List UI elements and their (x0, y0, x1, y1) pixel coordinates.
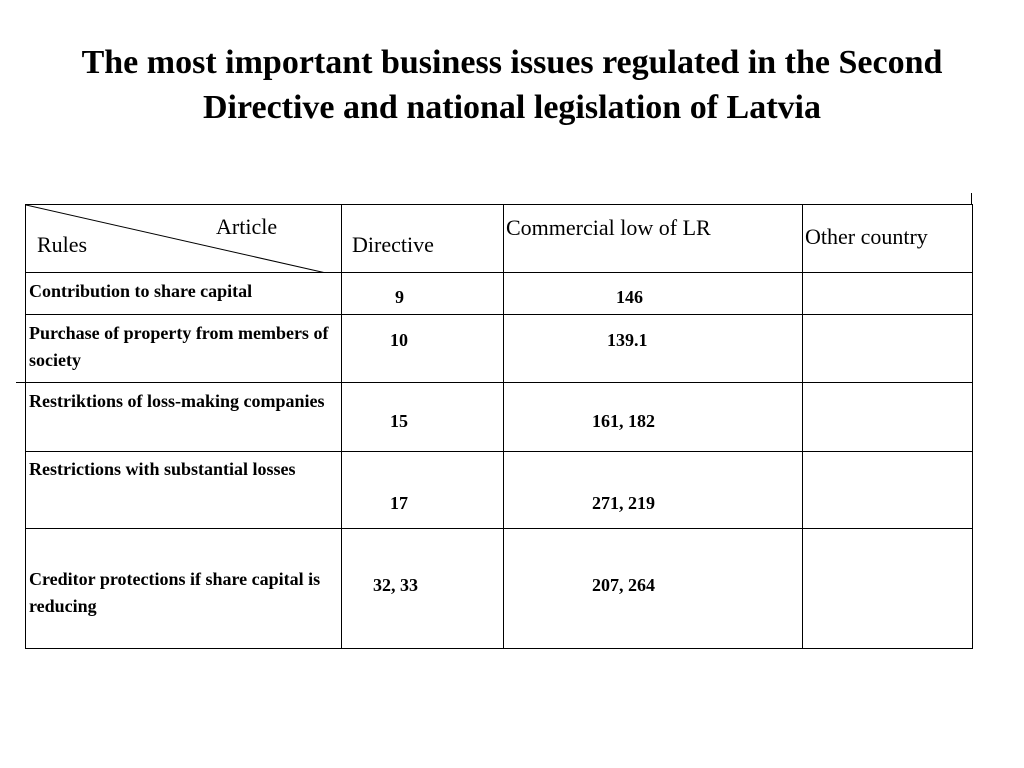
table-row (26, 315, 973, 383)
commercial-value: 271, 219 (592, 493, 655, 513)
directive-value: 32, 33 (373, 575, 418, 595)
directive-cell (342, 315, 504, 383)
slide-title: The most important business issues regulated in the Second Directive and national legislation of Latvia (81, 44, 943, 126)
other-cell (803, 383, 973, 452)
row-label: Creditor protections if share capital is reducing (29, 569, 321, 616)
row-label: Contribution to share capital (29, 281, 253, 301)
row-label: Restrictions with substantial losses (29, 459, 296, 479)
commercial-value: 139.1 (607, 330, 648, 350)
header-cell-commercial (504, 205, 803, 273)
header-rules: Rules (37, 232, 88, 257)
row-label-cell (26, 315, 342, 383)
table-header-row (26, 205, 973, 273)
rules-table (25, 204, 973, 649)
header-directive: Directive (352, 232, 434, 257)
header-commercial: Commercial low of LR (506, 215, 711, 240)
commercial-value: 161, 182 (592, 411, 655, 431)
other-cell (803, 273, 973, 315)
other-cell (803, 452, 973, 529)
directive-cell (342, 452, 504, 529)
header-other: Other country (805, 224, 928, 249)
commercial-cell (504, 315, 803, 383)
commercial-cell (504, 383, 803, 452)
commercial-cell (504, 452, 803, 529)
row-label-cell (26, 452, 342, 529)
other-cell (803, 529, 973, 649)
table-row (26, 452, 973, 529)
row-label-cell (26, 273, 342, 315)
other-cell (803, 315, 973, 383)
row-label: Restriktions of loss-making companies (29, 391, 325, 411)
directive-value: 17 (390, 493, 408, 513)
header-article: Article (216, 214, 278, 239)
table-row (26, 529, 973, 649)
row-label-cell (26, 529, 342, 649)
commercial-value: 146 (616, 287, 643, 307)
table-row (26, 273, 973, 315)
header-cell-other (803, 205, 973, 273)
table-row (26, 383, 973, 452)
commercial-cell (504, 529, 803, 649)
directive-value: 15 (390, 411, 408, 431)
header-cell-directive (342, 205, 504, 273)
directive-cell (342, 273, 504, 315)
directive-cell (342, 383, 504, 452)
directive-cell (342, 529, 504, 649)
row-label: Purchase of property from members of society (29, 323, 329, 370)
row-label-cell (26, 383, 342, 452)
directive-value: 9 (395, 287, 404, 307)
commercial-value: 207, 264 (592, 575, 655, 595)
directive-value: 10 (390, 330, 408, 350)
commercial-cell (504, 273, 803, 315)
header-cell-rules-article (26, 205, 342, 273)
